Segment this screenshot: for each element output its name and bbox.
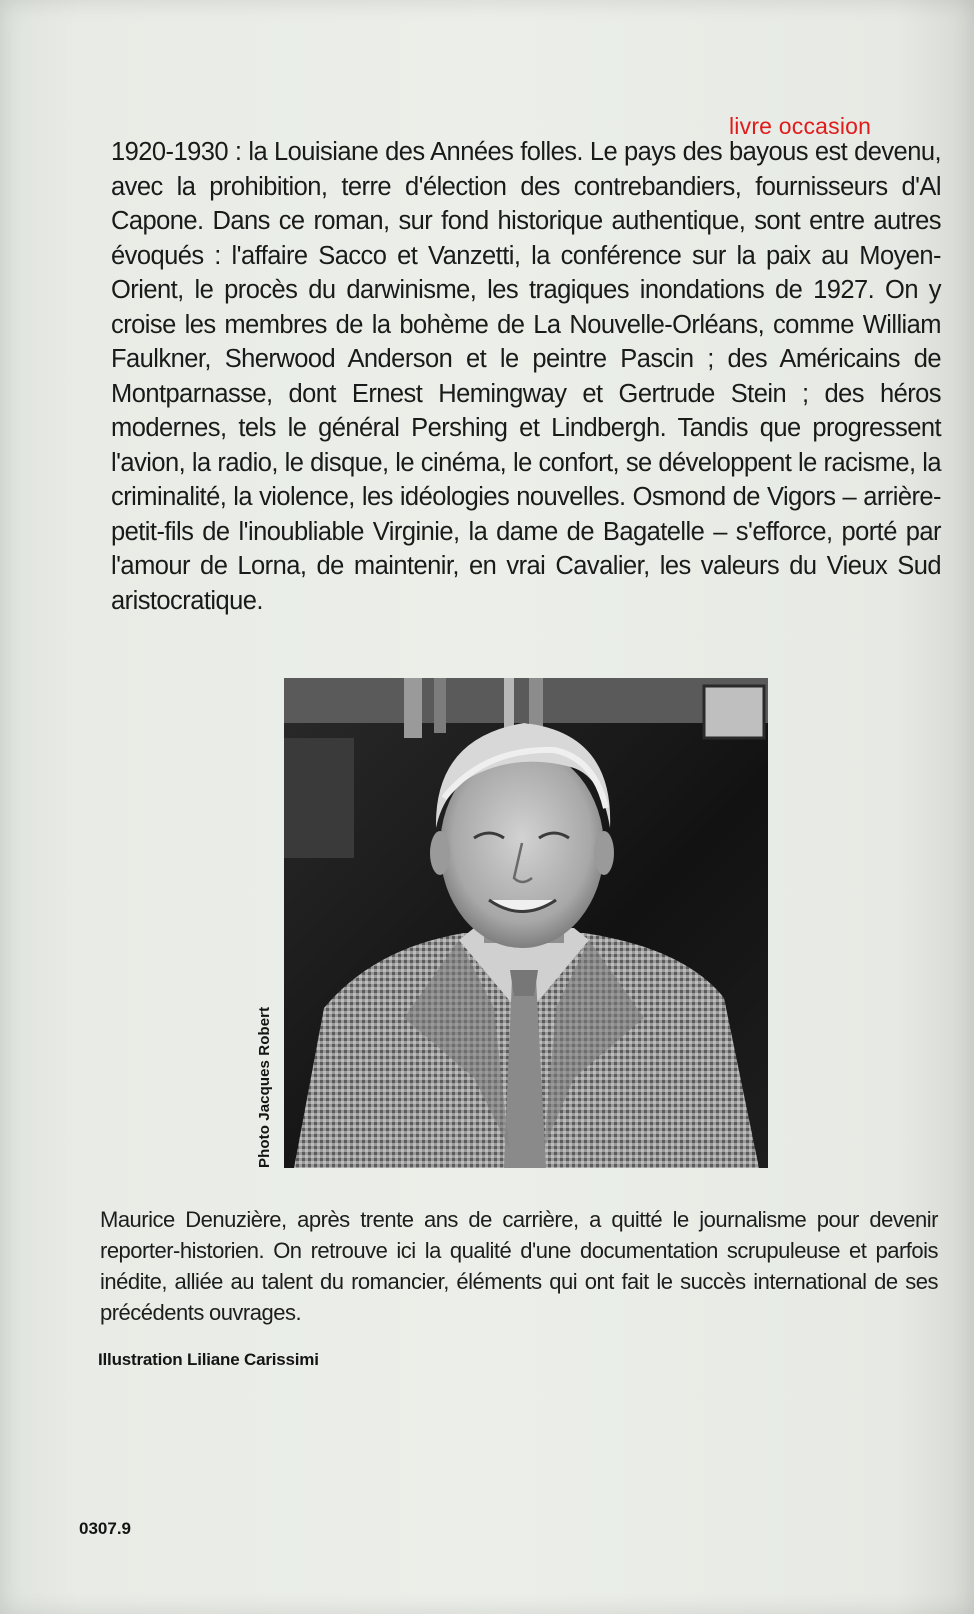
illustration-credit: Illustration Liliane Carissimi (98, 1350, 319, 1369)
photo-credit: Photo Jacques Robert (256, 1006, 273, 1168)
catalog-code: 0307.9 (79, 1519, 131, 1538)
book-blurb: 1920-1930 : la Louisiane des Années folles. Le pays des bayous est devenu, avec la prohibition, terre d'élection des contrebandiers, fournisseurs d'Al Capone. Dans ce roman, sur fond historique authentique, sont entre autres évoqués : l'affaire Sacco et Vanzetti, la conférence sur la paix au Moyen-Orient, le procès du darwinisme, les tragiques inondations de 1927. On y croise les membres de la bohème de La Nouvelle-Orléans, comme William Faulkner, Sherwood Anderson et le peintre Pascin ; des Américains de Montparnasse, dont Ernest Hemingway et Gertrude Stein ; des héros modernes, tels le général Pershing et Lindbergh. Tandis que progressent l'avion, la radio, le disque, le cinéma, le confort, se développent le racisme, la criminalité, la violence, les idéologies nouvelles. Osmond de Vigors – arrière-petit-fils de l'inoubliable Virginie, la dame de Bagatelle – s'efforce, porté par l'amour de Lorna, de maintenir, en vrai Cavalier, les valeurs du Vieux Sud aristocratique. (111, 138, 941, 615)
watermark-label: livre occasion (729, 113, 872, 139)
author-photo (284, 678, 768, 1168)
author-bio: Maurice Denuzière, après trente ans de carrière, a quitté le journalisme pour devenir reporter-historien. On retrouve ici la qualité d'une documentation scrupuleuse et parfois inédite, alliée au talent du romancier, éléments qui ont fait le succès international de ses précédents ouvrages. (100, 1207, 938, 1325)
author-portrait-illustration (284, 678, 768, 1168)
